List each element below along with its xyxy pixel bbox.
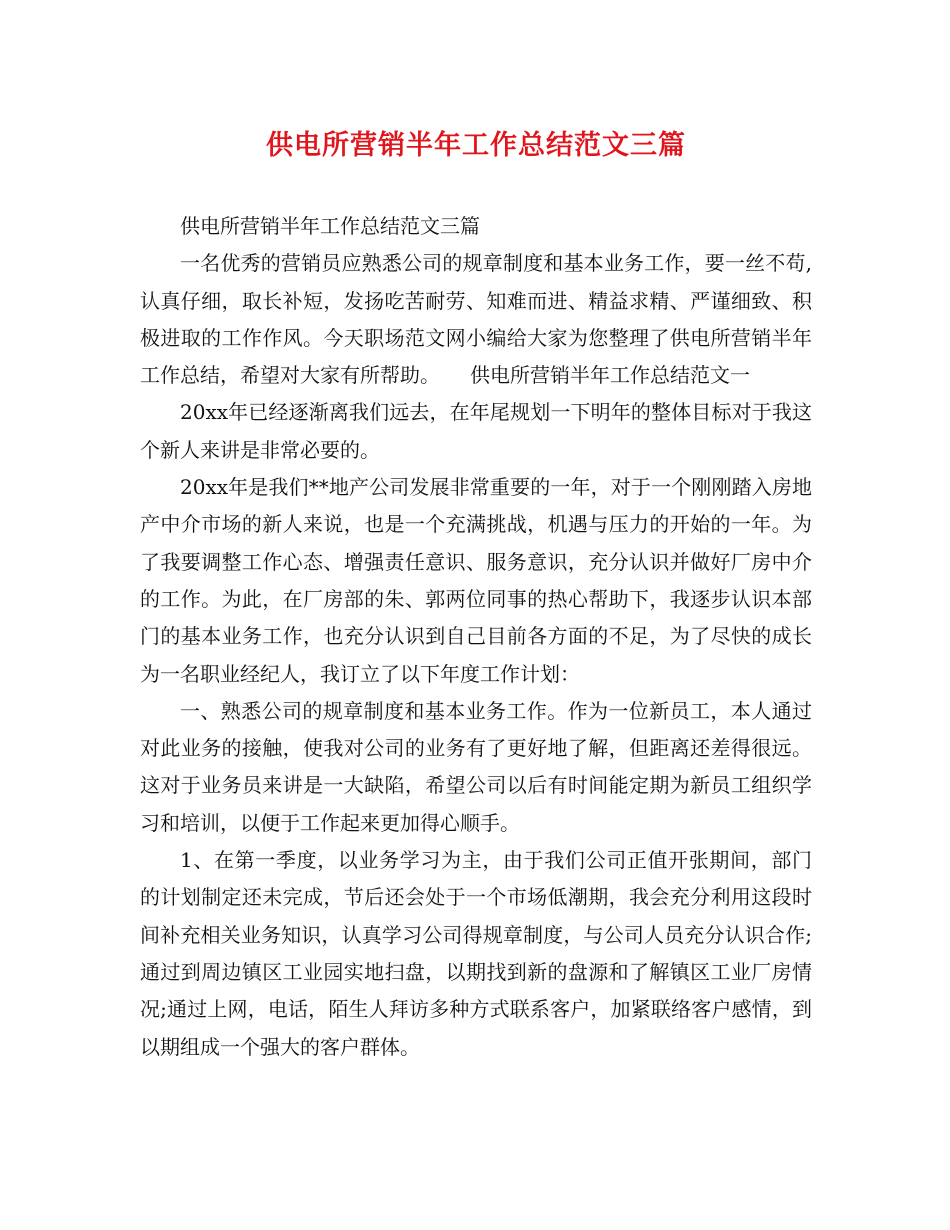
paragraph-first-quarter: 1、在第一季度，以业务学习为主，由于我们公司正值开张期间，部门的计划制定还未完成，节后还会处于一个市场低潮期，我会充分利用这段时间补充相关业务知识，认真学习公司得规章制度，与公司人员充分认识合作;通过到周边镇区工业园实地扫盘，以期找到新的盘源和了解镇区工业厂房情况;通过上网，电话，陌生人拜访多种方式联系客户，加紧联络客户感情，到以期组成一个强大的客户群体。 <box>140 848 812 1059</box>
paragraph-company-year: 20xx年是我们**地产公司发展非常重要的一年，对于一个刚刚踏入房地产中介市场的新人来说，也是一个充满挑战，机遇与压力的开始的一年。为了我要调整工作心态、增强责任意识、服务意识，充分认识并做好厂房中介的工作。为此，在厂房部的朱、郭两位同事的热心帮助下，我逐步认识本部门的基本业务工作，也充分认识到自己目前各方面的不足，为了尽快的成长为一名职业经纪人，我订立了以下年度工作计划： <box>140 475 812 686</box>
paragraph-intro: 一名优秀的营销员应熟悉公司的规章制度和基本业务工作，要一丝不苟,认真仔细，取长补短，发扬吃苦耐劳、知难而进、精益求精、严谨细致、积极进取的工作作风。今天职场范文网小编给大家为您整理了供电所营销半年工作总结，希望对大家有所帮助。 供电所营销半年工作总结范文一 <box>140 251 812 388</box>
paragraph-section-one: 一、熟悉公司的规章制度和基本业务工作。作为一位新员工，本人通过对此业务的接触，使我对公司的业务有了更好地了解，但距离还差得很远。这对于业务员来讲是一大缺陷，希望公司以后有时间能定期为新员工组织学习和培训，以便于工作起来更加得心顺手。 <box>140 698 812 835</box>
paragraph-subtitle: 供电所营销半年工作总结范文三篇 <box>180 214 480 238</box>
document-body <box>140 208 812 1066</box>
document-title: 供电所营销半年工作总结范文三篇 <box>266 130 686 161</box>
paragraph-year-goal: 20xx年已经逐渐离我们远去，在年尾规划一下明年的整体目标对于我这个新人来讲是非常必要的。 <box>140 400 812 462</box>
document-page <box>140 0 812 1066</box>
